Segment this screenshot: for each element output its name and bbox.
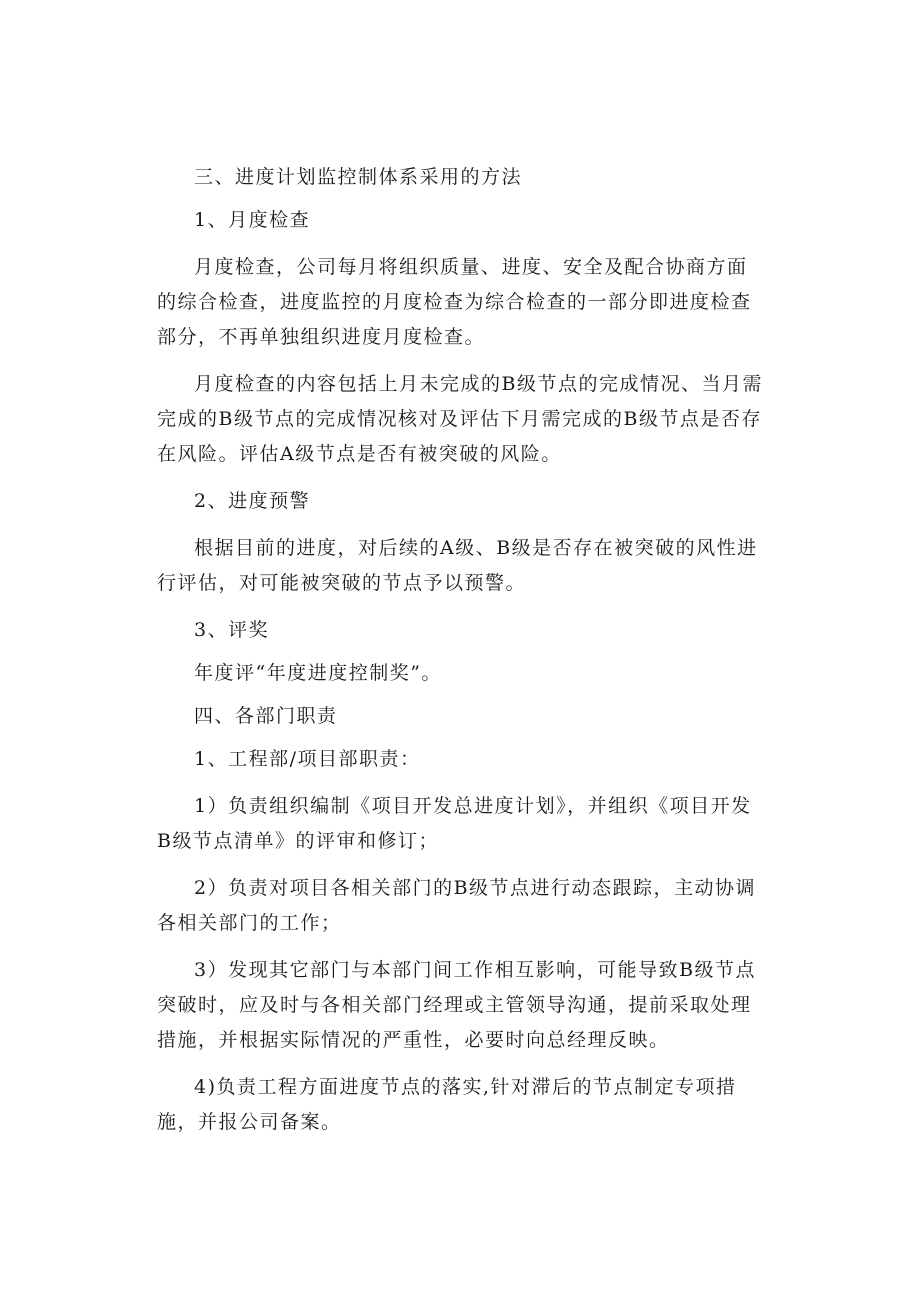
- document-body: [157, 160, 767, 1140]
- subsection-heading: 1、月度检查: [194, 209, 311, 231]
- list-item: 2）负责对项目各相关部门的B级节点进行动态跟踪，主动协调各相关部门的工作；: [157, 877, 757, 934]
- list-item: 4)负责工程方面进度节点的落实,针对滞后的节点制定专项措施，并报公司备案。: [157, 1076, 737, 1133]
- subsection-heading: 1、工程部/项目部职责：: [194, 748, 421, 770]
- subsection-heading: 2、进度预警: [194, 490, 311, 512]
- body-paragraph: 月度检查，公司每月将组织质量、进度、安全及配合协商方面的综合检查，进度监控的月度检查为综合检查的一部分即进度检查部分，不再单独组织进度月度检查。: [157, 256, 752, 348]
- list-item: 3）发现其它部门与本部门间工作相互影响，可能导致B级节点突破时，应及时与各相关部门经理或主管领导沟通，提前采取处理措施，并根据实际情况的严重性，必要时向总经理反映。: [157, 959, 757, 1051]
- body-paragraph: 月度检查的内容包括上月未完成的B级节点的完成情况、当月需完成的B级节点的完成情况核对及评估下月需完成的B级节点是否存在风险。评估A级节点是否有被突破的风险。: [157, 373, 763, 465]
- list-item: 1）负责组织编制《项目开发总进度计划》，并组织《项目开发B级节点清单》的评审和修订；: [157, 795, 752, 852]
- section-heading: 三、进度计划监控制体系采用的方法: [194, 166, 523, 188]
- body-paragraph: 年度评“年度进度控制奖”。: [194, 662, 442, 684]
- section-heading: 四、各部门职责: [194, 705, 338, 727]
- subsection-heading: 3、评奖: [194, 619, 270, 641]
- body-paragraph: 根据目前的进度，对后续的A级、B级是否存在被突破的风性进行评估，对可能被突破的节点予以预警。: [157, 537, 758, 594]
